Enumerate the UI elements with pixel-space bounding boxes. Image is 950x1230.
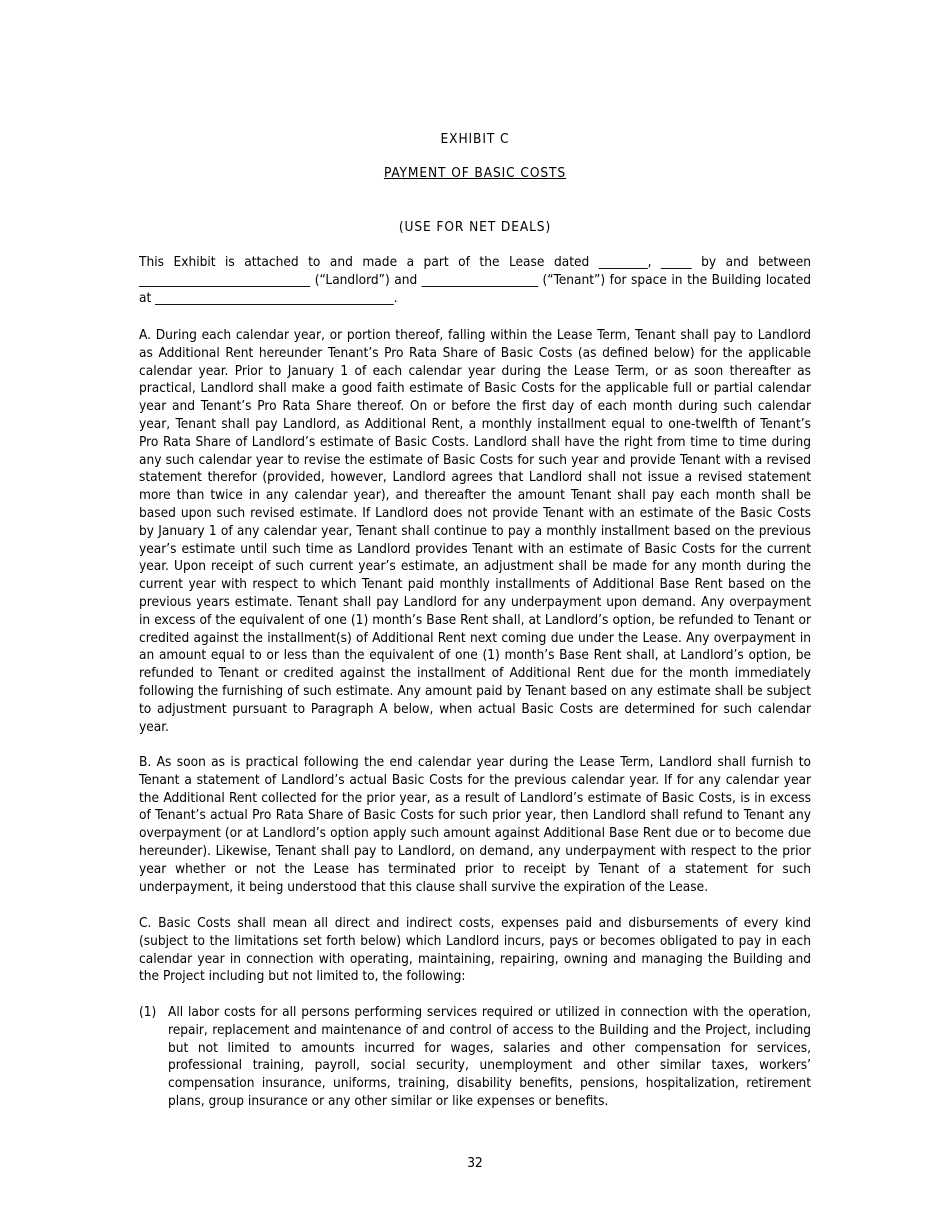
list-item-number: (1) — [139, 1004, 157, 1020]
page-number: 32 — [467, 1155, 483, 1171]
paragraph-b: B. As soon as is practical following the end calendar year during the Lease Term, Landlord shall furnish to Tenant a statement of Landlord’s actual Basic Costs for the previous calendar year. If for any calendar year the Additional Rent collected for the prior year, as a result of Landlord’s estimate of Basic Costs, is in excess of Tenant’s actual Pro Rata Share of Basic Costs for such prior year, then Landlord shall refund to Tenant any overpayment (or at Landlord’s option apply such amount against Additional Base Rent due or to become due hereunder). Likewise, Tenant shall pay to Landlord, on demand, any underpayment with respect to the prior year whether or not the Lease has terminated prior to receipt by Tenant of a statement for such underpayment, it being understood that this clause shall survive the expiration of the Lease. — [139, 754, 811, 895]
paragraph-c: C. Basic Costs shall mean all direct and indirect costs, expenses paid and disbursements of every kind (subject to the limitations set forth below) which Landlord incurs, pays or becomes obligated to pay in each calendar year in connection with operating, maintaining, repairing, owning and managing the Building and the Project including but not limited to, the following: — [139, 915, 811, 985]
list-item-text: All labor costs for all persons performing services required or utilized in connection with the operation, repair, replacement and maintenance of and control of access to the Building and the Project, including but not limited to amounts incurred for wages, salaries and other compensation for services, professional training, payroll, social security, unemployment and other similar taxes, workers’ compensation insurance, uniforms, training, disability benefits, pensions, hospitalization, retirement plans, group insurance or any other similar or like expenses or benefits. — [168, 1004, 811, 1109]
paragraph-a: A. During each calendar year, or portion thereof, falling within the Lease Term, Tenant shall pay to Landlord as Additional Rent hereunder Tenant’s Pro Rata Share of Basic Costs (as defined below) for the applicable calendar year. Prior to January 1 of each calendar year during the Lease Term, or as soon thereafter as practical, Landlord shall make a good faith estimate of Basic Costs for the applicable full or partial calendar year and Tenant’s Pro Rata Share thereof. On or before the first day of each month during such calendar year, Tenant shall pay Landlord, as Additional Rent, a monthly installment equal to one-twelfth of Tenant’s Pro Rata Share of Landlord’s estimate of Basic Costs. Landlord shall have the right from time to time during any such calendar year to revise the estimate of Basic Costs for such year and provide Tenant with a revised statement therefor (provided, however, Landlord agrees that Landlord shall not issue a revised statement more than twice in any calendar year), and thereafter the amount Tenant shall pay each month shall be based upon such revised estimate. If Landlord does not provide Tenant with an estimate of the Basic Costs by January 1 of any calendar year, Tenant shall continue to pay a monthly installment based on the previous year’s estimate until such time as Landlord provides Tenant with an estimate of Basic Costs for the current year. Upon receipt of such current year’s estimate, an adjustment shall be made for any month during the current year with respect to which Tenant paid monthly installments of Additional Base Rent based on the previous years estimate. Tenant shall pay Landlord for any underpayment upon demand. Any overpayment in excess of the equivalent of one (1) month’s Base Rent shall, at Landlord’s option, be refunded to Tenant or credited against the installment(s) of Additional Rent next coming due under the Lease. Any overpayment in an amount equal to or less than the equivalent of one (1) month’s Base Rent shall, at Landlord’s option, be refunded to Tenant or credited against the installment of Additional Rent due for the month immediately following the furnishing of such estimate. Any amount paid by Tenant based on any estimate shall be subject to adjustment pursuant to Paragraph A below, when actual Basic Costs are determined for such calendar year. — [139, 327, 811, 735]
list-item — [139, 1004, 811, 1111]
intro-paragraph: This Exhibit is attached to and made a part of the Lease dated ________, _____ by and between ____________________________ (“Landlord”) and ___________________ (“Tenant”) for space in the Building located at _______________________________________. — [139, 254, 811, 306]
exhibit-heading: EXHIBIT C — [440, 131, 510, 147]
page-title: PAYMENT OF BASIC COSTS — [383, 165, 567, 181]
page-subtitle: (USE FOR NET DEALS) — [398, 219, 552, 235]
